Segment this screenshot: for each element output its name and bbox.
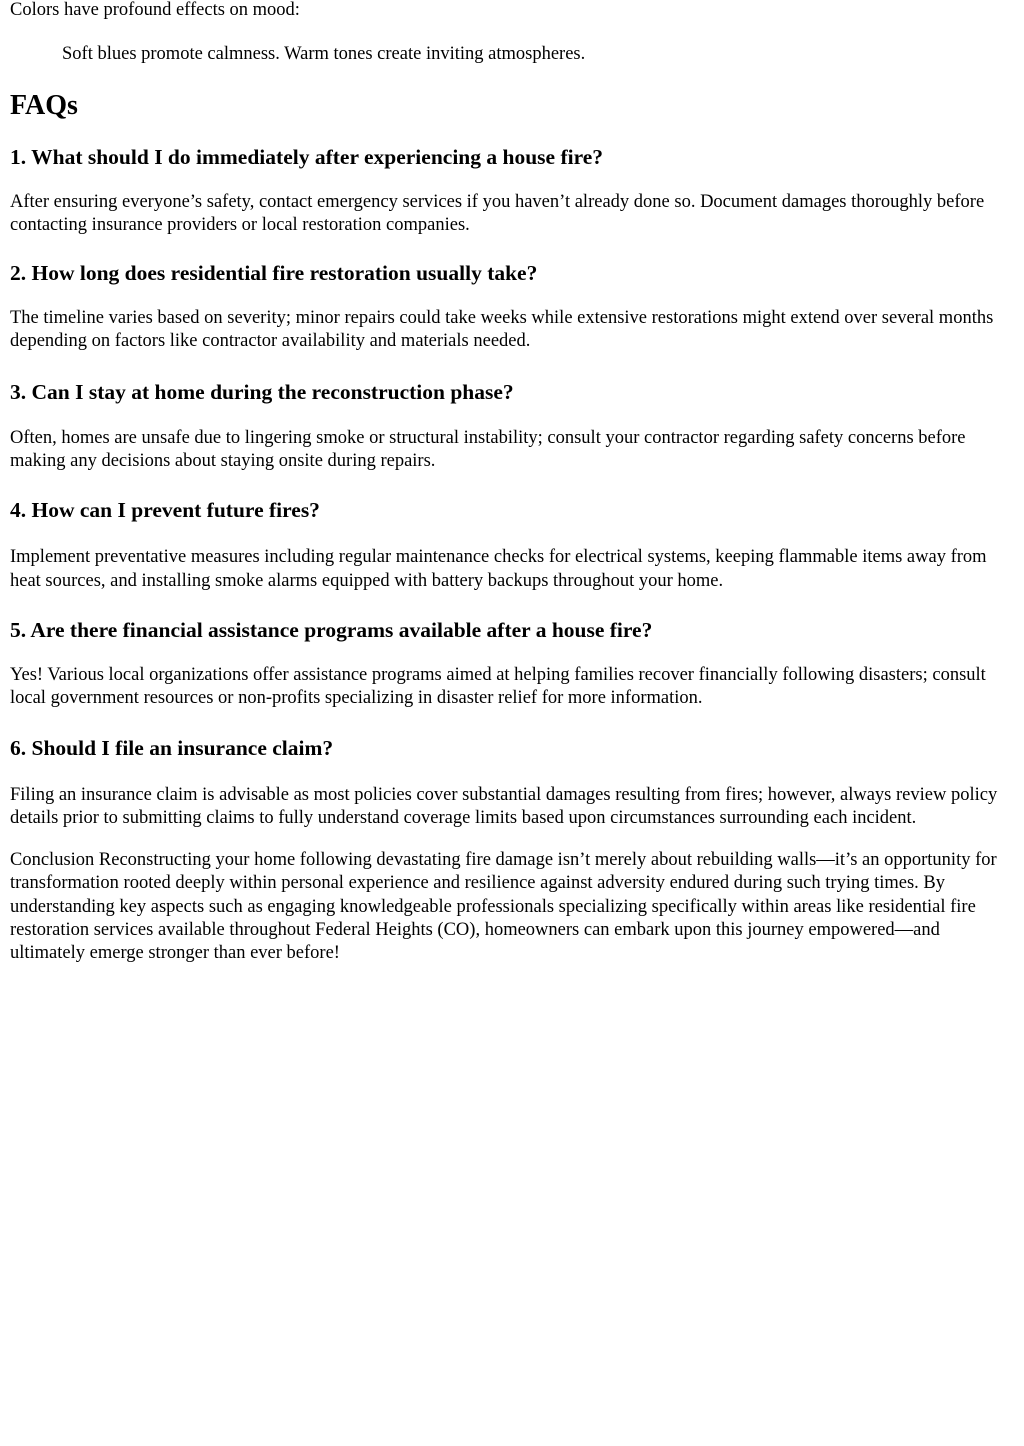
- faq-question: 4. How can I prevent future fires?: [10, 498, 320, 523]
- faq-answer: Implement preventative measures including regular maintenance checks for electrical systems, keeping flammable items away from heat sources, and installing smoke alarms equipped with battery backups throughout your home.: [10, 547, 987, 591]
- intro-text: Colors have profound effects on mood:: [10, 0, 300, 20]
- conclusion-text: Conclusion Reconstructing your home following devastating fire damage isn’t merely about rebuilding walls—it’s an opportunity for transformation rooted deeply within personal experience and resilience against adversity endured during such trying times. By understanding key aspects such as engaging knowledgeable professionals specializing specifically within areas like residential fire restoration services available throughout Federal Heights (CO), homeowners can embark upon this journey empowered—and ultimately emerge stronger than ever before!: [10, 850, 997, 964]
- faq-item: [10, 735, 1014, 831]
- faq-answer: Yes! Various local organizations offer assistance programs aimed at helping families recover financially following disasters; consult local government resources or non-profits specializing in disaster relief for more information.: [10, 664, 986, 709]
- faq-item: [10, 379, 1014, 474]
- faq-item: [10, 144, 1014, 238]
- faq-heading: FAQs: [10, 89, 78, 121]
- faq-item: [10, 260, 1014, 354]
- faq-answer: Filing an insurance claim is advisable as most policies cover substantial damages resulting from fires; however, always review policy details prior to submitting claims to fully understand coverage limits based upon circumstances surrounding each incident.: [10, 784, 998, 828]
- faq-question: 5. Are there financial assistance programs available after a house fire?: [10, 617, 653, 642]
- faq-list: [10, 144, 1014, 831]
- faq-answer: Often, homes are unsafe due to lingering smoke or structural instability; consult your contractor regarding safety concerns before making any decisions about staying onsite during repairs.: [10, 427, 966, 472]
- faq-question: 6. Should I file an insurance claim?: [10, 735, 334, 760]
- faq-question: 3. Can I stay at home during the reconstruction phase?: [10, 379, 514, 404]
- blockquote: Soft blues promote calmness. Warm tones create inviting atmospheres.: [62, 44, 586, 65]
- faq-question: 1. What should I do immediately after experiencing a house fire?: [10, 144, 604, 169]
- faq-question: 2. How long does residential fire restoration usually take?: [10, 261, 538, 286]
- faq-answer: After ensuring everyone’s safety, contact emergency services if you haven’t already done so. Document damages thoroughly before contacting insurance providers or local restoration companies.: [10, 191, 985, 235]
- faq-item: [10, 617, 1014, 711]
- faq-item: [10, 497, 1014, 593]
- faq-answer: The timeline varies based on severity; minor repairs could take weeks while extensive restorations might extend over several months depending on factors like contractor availability and materials needed.: [10, 308, 994, 352]
